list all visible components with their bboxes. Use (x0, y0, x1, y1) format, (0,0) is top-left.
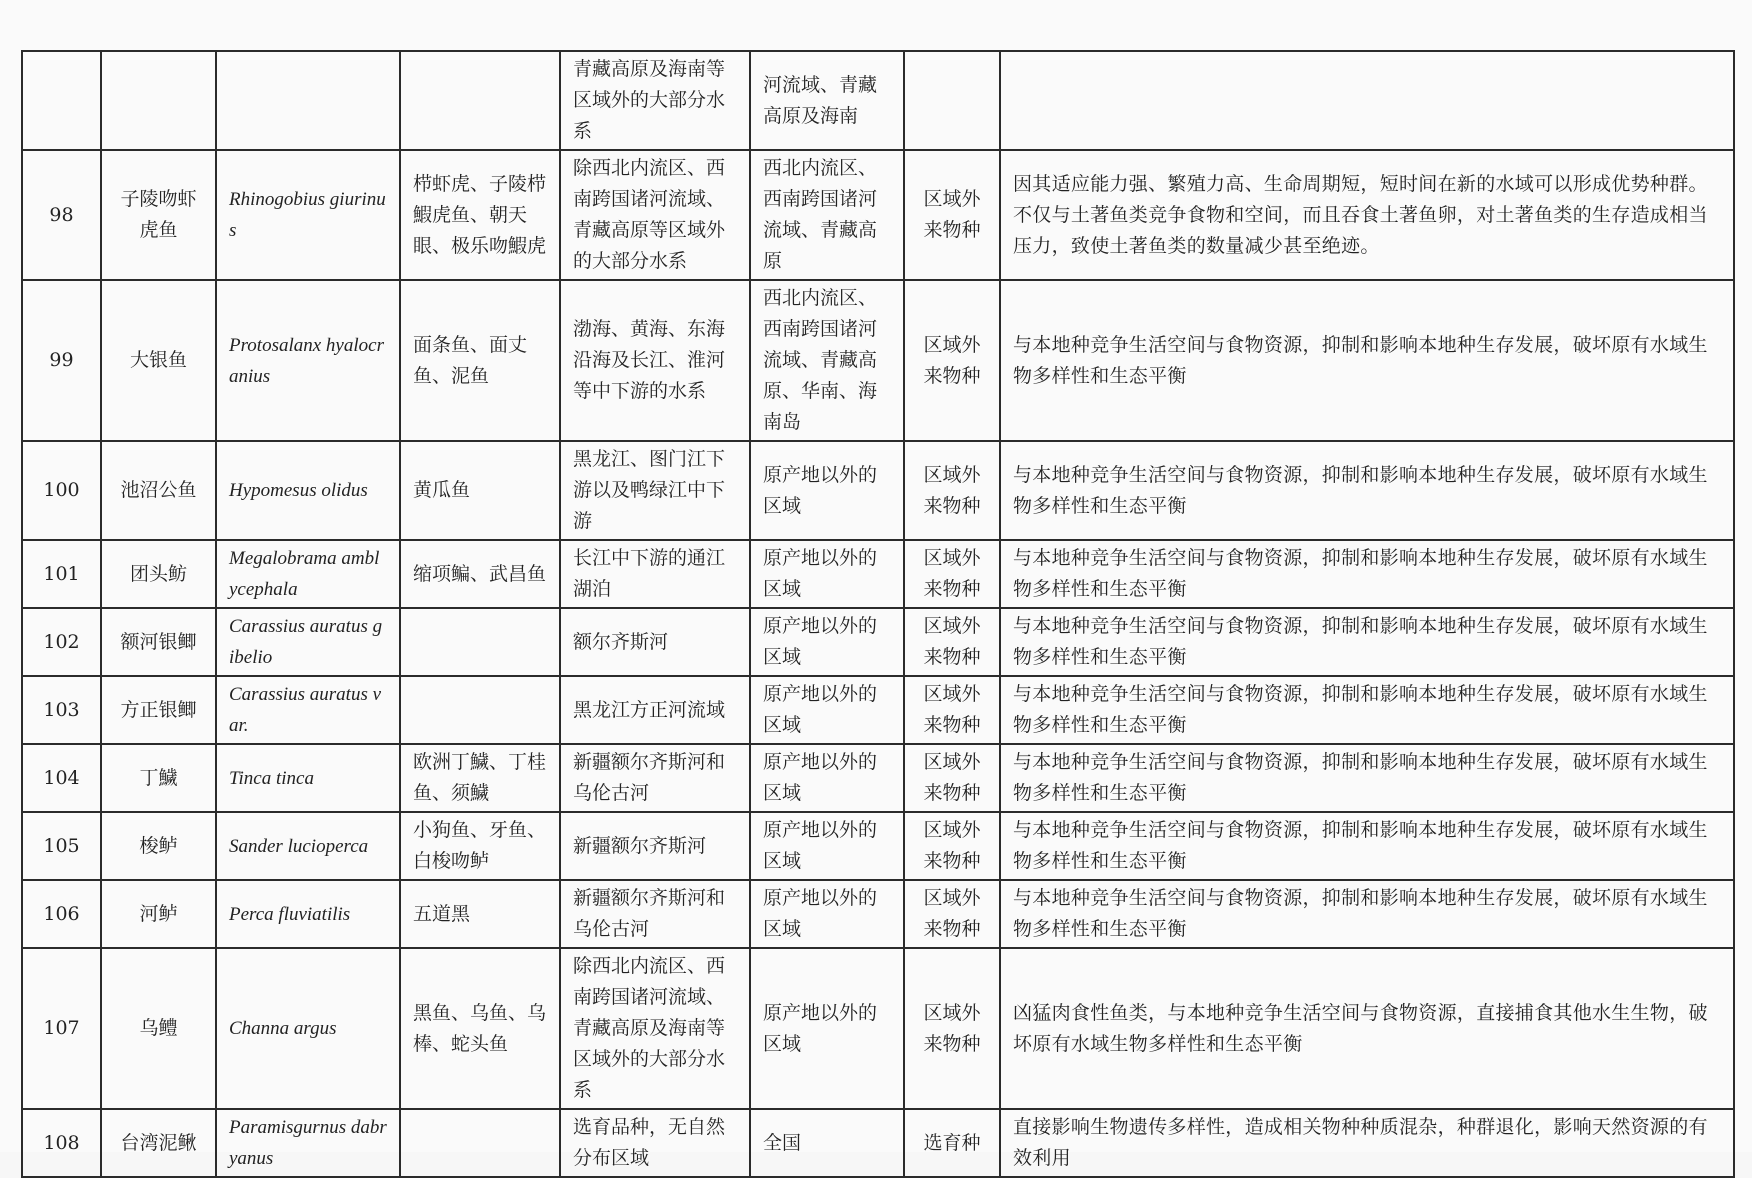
ecological-impact-cell: 与本地种竞争生活空间与食物资源，抑制和影响本地种生存发展，破坏原有水域生物多样性和生态平衡 (1000, 608, 1734, 676)
native-range-cell: 选育品种，无自然分布区域 (560, 1109, 750, 1177)
scientific-name-cell: Carassius auratus gibelio (216, 608, 400, 676)
invaded-range-cell: 全国 (750, 1109, 904, 1177)
native-range-cell: 黑龙江、图门江下游以及鸭绿江中下游 (560, 441, 750, 540)
row-number-cell: 107 (22, 948, 101, 1109)
scientific-name-cell: Protosalanx hyalocranius (216, 280, 400, 441)
table-row (22, 948, 1734, 1109)
native-range-cell: 新疆额尔齐斯河 (560, 812, 750, 880)
scientific-name-cell: Paramisgurnus dabryanus (216, 1109, 400, 1177)
common-name-cell: 台湾泥鳅 (101, 1109, 216, 1177)
native-range-cell: 额尔齐斯河 (560, 608, 750, 676)
scientific-name-cell: Tinca tinca (216, 744, 400, 812)
table-row (22, 880, 1734, 948)
table-row (22, 744, 1734, 812)
table-row (22, 441, 1734, 540)
row-number-cell (22, 51, 101, 150)
species-category-cell: 区域外来物种 (904, 676, 1000, 744)
alias-names-cell: 缩项鳊、武昌鱼 (400, 540, 560, 608)
row-number-cell: 104 (22, 744, 101, 812)
species-category-cell (904, 51, 1000, 150)
alias-names-cell: 黑鱼、乌鱼、乌棒、蛇头鱼 (400, 948, 560, 1109)
ecological-impact-cell: 与本地种竞争生活空间与食物资源，抑制和影响本地种生存发展，破坏原有水域生物多样性和生态平衡 (1000, 540, 1734, 608)
common-name-cell: 河鲈 (101, 880, 216, 948)
scientific-name-cell (216, 51, 400, 150)
invaded-range-cell: 原产地以外的区域 (750, 676, 904, 744)
row-number-cell: 102 (22, 608, 101, 676)
species-category-cell: 区域外来物种 (904, 150, 1000, 280)
native-range-cell: 新疆额尔齐斯河和乌伦古河 (560, 744, 750, 812)
invaded-range-cell: 原产地以外的区域 (750, 540, 904, 608)
alias-names-cell (400, 51, 560, 150)
alias-names-cell (400, 608, 560, 676)
ecological-impact-cell: 凶猛肉食性鱼类，与本地种竞争生活空间与食物资源，直接捕食其他水生生物，破坏原有水域生物多样性和生态平衡 (1000, 948, 1734, 1109)
native-range-cell: 新疆额尔齐斯河和乌伦古河 (560, 880, 750, 948)
species-category-cell: 区域外来物种 (904, 280, 1000, 441)
scientific-name-cell: Sander lucioperca (216, 812, 400, 880)
table-row (22, 812, 1734, 880)
row-number-cell: 103 (22, 676, 101, 744)
native-range-cell: 除西北内流区、西南跨国诸河流域、青藏高原等区域外的大部分水系 (560, 150, 750, 280)
common-name-cell: 丁鱥 (101, 744, 216, 812)
scientific-name-cell: Megalobrama amblycephala (216, 540, 400, 608)
table-row (22, 1109, 1734, 1177)
table-row (22, 280, 1734, 441)
common-name-cell: 乌鳢 (101, 948, 216, 1109)
common-name-cell: 池沼公鱼 (101, 441, 216, 540)
scientific-name-cell: Channa argus (216, 948, 400, 1109)
table-row (22, 150, 1734, 280)
common-name-cell: 大银鱼 (101, 280, 216, 441)
scientific-name-cell: Carassius auratus var. (216, 676, 400, 744)
invaded-range-cell: 原产地以外的区域 (750, 608, 904, 676)
species-category-cell: 区域外来物种 (904, 441, 1000, 540)
common-name-cell: 子陵吻虾虎鱼 (101, 150, 216, 280)
table-row (22, 676, 1734, 744)
row-number-cell: 106 (22, 880, 101, 948)
alias-names-cell: 黄瓜鱼 (400, 441, 560, 540)
native-range-cell: 黑龙江方正河流域 (560, 676, 750, 744)
native-range-cell: 青藏高原及海南等区域外的大部分水系 (560, 51, 750, 150)
table-row (22, 51, 1734, 150)
species-category-cell: 区域外来物种 (904, 948, 1000, 1109)
alias-names-cell: 五道黑 (400, 880, 560, 948)
ecological-impact-cell: 与本地种竞争生活空间与食物资源，抑制和影响本地种生存发展，破坏原有水域生物多样性和生态平衡 (1000, 880, 1734, 948)
row-number-cell: 99 (22, 280, 101, 441)
row-number-cell: 101 (22, 540, 101, 608)
alias-names-cell (400, 1109, 560, 1177)
invaded-range-cell: 原产地以外的区域 (750, 744, 904, 812)
ecological-impact-cell: 因其适应能力强、繁殖力高、生命周期短，短时间在新的水域可以形成优势种群。不仅与土著鱼类竞争食物和空间，而且吞食土著鱼卵，对土著鱼类的生存造成相当压力，致使土著鱼类的数量减少甚至绝迹。 (1000, 150, 1734, 280)
alias-names-cell (400, 676, 560, 744)
ecological-impact-cell: 与本地种竞争生活空间与食物资源，抑制和影响本地种生存发展，破坏原有水域生物多样性和生态平衡 (1000, 812, 1734, 880)
species-category-cell: 选育种 (904, 1109, 1000, 1177)
alias-names-cell: 栉虾虎、子陵栉鰕虎鱼、朝天眼、极乐吻鰕虎 (400, 150, 560, 280)
invaded-range-cell: 原产地以外的区域 (750, 441, 904, 540)
ecological-impact-cell: 与本地种竞争生活空间与食物资源，抑制和影响本地种生存发展，破坏原有水域生物多样性和生态平衡 (1000, 280, 1734, 441)
scientific-name-cell: Hypomesus olidus (216, 441, 400, 540)
common-name-cell: 梭鲈 (101, 812, 216, 880)
table-row (22, 608, 1734, 676)
native-range-cell: 渤海、黄海、东海沿海及长江、淮河等中下游的水系 (560, 280, 750, 441)
table-row (22, 540, 1734, 608)
row-number-cell: 105 (22, 812, 101, 880)
invaded-range-cell: 原产地以外的区域 (750, 948, 904, 1109)
invaded-range-cell: 西北内流区、西南跨国诸河流域、青藏高原 (750, 150, 904, 280)
common-name-cell: 方正银鲫 (101, 676, 216, 744)
common-name-cell: 团头鲂 (101, 540, 216, 608)
invaded-range-cell: 河流域、青藏高原及海南 (750, 51, 904, 150)
species-category-cell: 区域外来物种 (904, 880, 1000, 948)
ecological-impact-cell: 与本地种竞争生活空间与食物资源，抑制和影响本地种生存发展，破坏原有水域生物多样性和生态平衡 (1000, 441, 1734, 540)
invaded-range-cell: 原产地以外的区域 (750, 812, 904, 880)
invasive-species-table (21, 50, 1735, 1178)
row-number-cell: 100 (22, 441, 101, 540)
row-number-cell: 108 (22, 1109, 101, 1177)
ecological-impact-cell: 与本地种竞争生活空间与食物资源，抑制和影响本地种生存发展，破坏原有水域生物多样性和生态平衡 (1000, 744, 1734, 812)
ecological-impact-cell: 与本地种竞争生活空间与食物资源，抑制和影响本地种生存发展，破坏原有水域生物多样性和生态平衡 (1000, 676, 1734, 744)
row-number-cell: 98 (22, 150, 101, 280)
alias-names-cell: 欧洲丁鱥、丁桂鱼、须鱥 (400, 744, 560, 812)
invaded-range-cell: 西北内流区、西南跨国诸河流域、青藏高原、华南、海南岛 (750, 280, 904, 441)
ecological-impact-cell (1000, 51, 1734, 150)
species-category-cell: 区域外来物种 (904, 608, 1000, 676)
species-category-cell: 区域外来物种 (904, 744, 1000, 812)
native-range-cell: 除西北内流区、西南跨国诸河流域、青藏高原及海南等区域外的大部分水系 (560, 948, 750, 1109)
alias-names-cell: 面条鱼、面丈鱼、泥鱼 (400, 280, 560, 441)
ecological-impact-cell: 直接影响生物遗传多样性，造成相关物种种质混杂，种群退化，影响天然资源的有效利用 (1000, 1109, 1734, 1177)
species-category-cell: 区域外来物种 (904, 540, 1000, 608)
scientific-name-cell: Perca fluviatilis (216, 880, 400, 948)
common-name-cell: 额河银鲫 (101, 608, 216, 676)
native-range-cell: 长江中下游的通江湖泊 (560, 540, 750, 608)
scientific-name-cell: Rhinogobius giurinus (216, 150, 400, 280)
invaded-range-cell: 原产地以外的区域 (750, 880, 904, 948)
alias-names-cell: 小狗鱼、牙鱼、白梭吻鲈 (400, 812, 560, 880)
species-category-cell: 区域外来物种 (904, 812, 1000, 880)
common-name-cell (101, 51, 216, 150)
